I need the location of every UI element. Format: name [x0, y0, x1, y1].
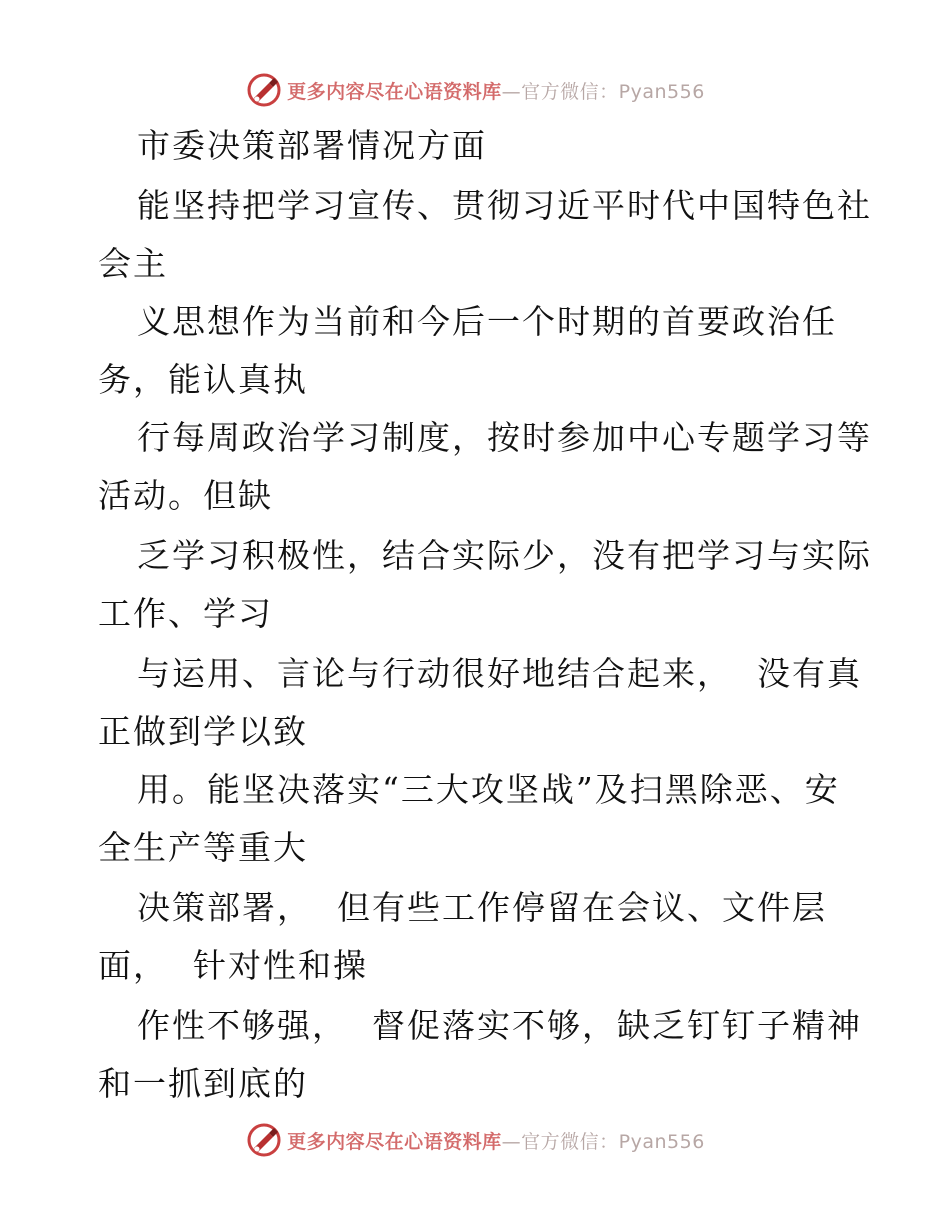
header-dash: —	[501, 80, 522, 103]
footer-brand-text: 更多内容尽在心语资料库	[287, 1130, 502, 1153]
body-line: 活动。但缺	[98, 476, 273, 515]
body-line: 面， 针对性和操	[98, 946, 368, 985]
footer-dash: —	[501, 1130, 522, 1153]
body-line: 会主	[98, 244, 168, 283]
body-line: 行每周政治学习制度，按时参加中心专题学习等	[137, 418, 872, 457]
pen-logo-icon	[245, 71, 283, 109]
footer-banner	[0, 1120, 950, 1160]
header-brand-text: 更多内容尽在心语资料库	[287, 80, 502, 103]
body-line: 与运用、言论与行动很好地结合起来， 没有真	[137, 654, 862, 693]
body-line: 义思想作为当前和今后一个时期的首要政治任	[137, 302, 837, 341]
header-banner	[0, 70, 950, 110]
header-wechat-text: 官方微信：Pyan556	[521, 80, 705, 103]
body-line: 决策部署， 但有些工作停留在会议、文件层	[137, 888, 827, 927]
footer-wechat-text: 官方微信：Pyan556	[521, 1130, 705, 1153]
body-line: 市委决策部署情况方面	[137, 126, 487, 165]
footer-banner-text	[287, 1127, 705, 1154]
body-line: 工作、学习	[98, 594, 273, 633]
body-line: 正做到学以致	[98, 712, 308, 751]
body-line: 能坚持把学习宣传、贯彻习近平时代中国特色社	[137, 186, 872, 225]
body-line: 用。能坚决落实“三大攻坚战”及扫黑除恶、安	[137, 770, 840, 809]
body-line: 作性不够强， 督促落实不够，缺乏钉钉子精神	[137, 1006, 862, 1045]
body-line: 务，能认真执	[98, 360, 308, 399]
pen-logo-icon	[245, 1121, 283, 1159]
body-line: 乏学习积极性，结合实际少，没有把学习与实际	[137, 536, 872, 575]
header-banner-text	[287, 77, 705, 104]
body-line: 全生产等重大	[98, 828, 308, 867]
body-line: 和一抓到底的	[98, 1064, 308, 1103]
